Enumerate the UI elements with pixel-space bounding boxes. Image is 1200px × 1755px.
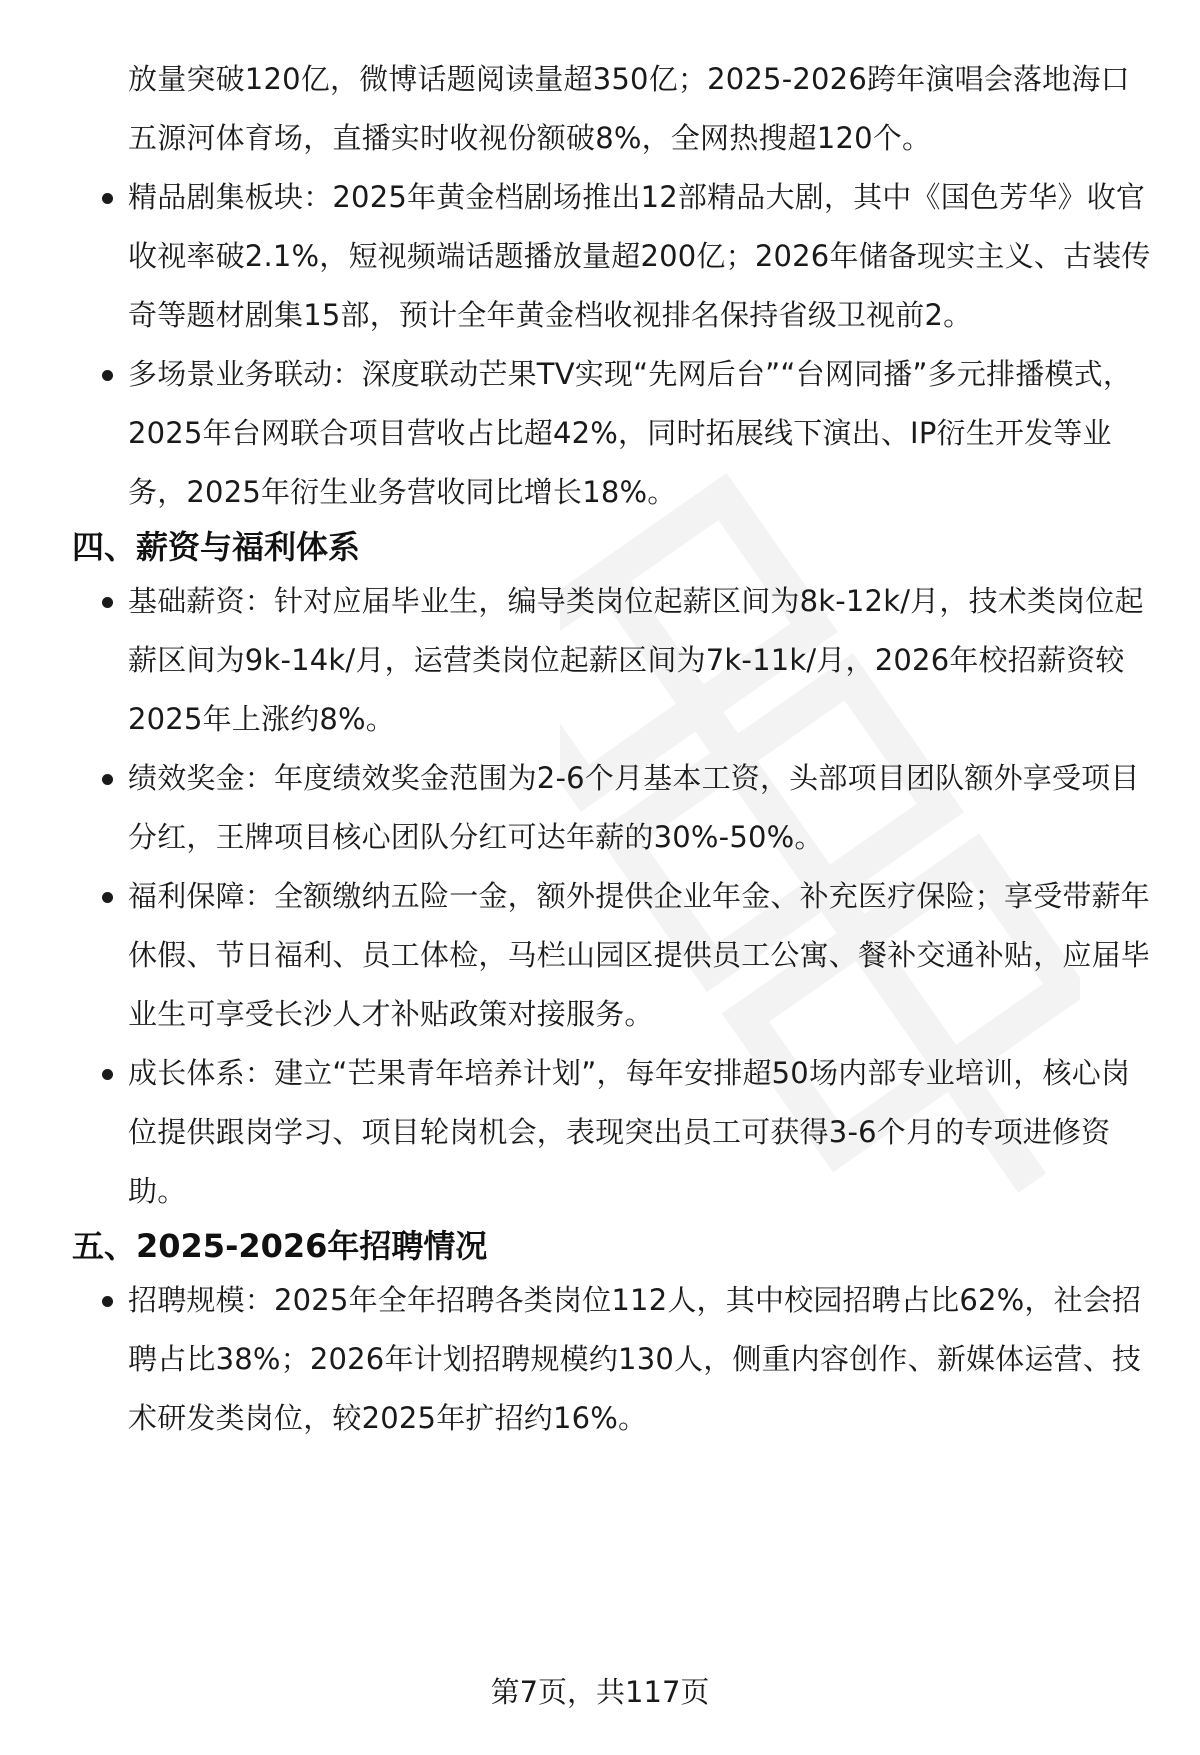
list-item-text: 招聘规模：2025年全年招聘各类岗位112人，其中校园招聘占比62%，社会招聘占比38%；2026年计划招聘规模约130人，侧重内容创作、新媒体运营、技术研发类岗位，较2025年扩招约16%。 <box>128 1283 1142 1435</box>
list-item <box>128 168 1158 345</box>
bullet-icon <box>102 370 113 381</box>
bullet-icon <box>102 1069 113 1080</box>
list-item <box>128 572 1158 749</box>
list-item <box>128 749 1158 867</box>
list-item-text: 成长体系：建立“芒果青年培养计划”，每年安排超50场内部专业培训，核心岗位提供跟岗学习、项目轮岗机会，表现突出员工可获得3-6个月的专项进修资助。 <box>128 1056 1131 1208</box>
list-item-text: 福利保障：全额缴纳五险一金，额外提供企业年金、补充医疗保险；享受带薪年休假、节日福利、员工体检，马栏山园区提供员工公寓、餐补交通补贴，应届毕业生可享受长沙人才补贴政策对接服务。 <box>128 879 1151 1031</box>
section3-list <box>0 168 1200 522</box>
list-item <box>128 1271 1158 1448</box>
bullet-icon <box>102 193 113 204</box>
bullet-icon <box>102 1296 113 1307</box>
bullet-icon <box>102 774 113 785</box>
list-item <box>128 867 1158 1044</box>
bullet-icon <box>102 597 113 608</box>
section-heading: 五、2025-2026年招聘情况 <box>72 1227 488 1265</box>
list-item <box>128 1044 1158 1221</box>
section-heading: 四、薪资与福利体系 <box>72 528 361 566</box>
list-item <box>128 345 1158 522</box>
bullet-icon <box>102 892 113 903</box>
section5-list <box>0 1271 1200 1448</box>
list-item-text: 多场景业务联动：深度联动芒果TV实现“先网后台”“台网同播”多元排播模式，2025年台网联合项目营收占比超42%，同时拓展线下演出、IP衍生开发等业务，2025年衍生业务营收同比增长18%。 <box>128 357 1133 509</box>
paragraph-continuation: 放量突破120亿，微博话题阅读量超350亿；2025-2026跨年演唱会落地海口五源河体育场，直播实时收视份额破8%，全网热搜超120个。 <box>128 62 1130 155</box>
section4-list <box>0 572 1200 1221</box>
page-number: 第7页，共117页 <box>490 1675 710 1709</box>
document-content <box>0 50 1200 1448</box>
list-item-text: 基础薪资：针对应届毕业生，编导类岗位起薪区间为8k-12k/月，技术类岗位起薪区间为9k-14k/月，运营类岗位起薪区间为7k-11k/月，2026年校招薪资较2025年上涨约8%。 <box>128 584 1144 736</box>
list-item-text: 绩效奖金：年度绩效奖金范围为2-6个月基本工资，头部项目团队额外享受项目分红，王牌项目核心团队分红可达年薪的30%-50%。 <box>128 761 1140 854</box>
list-item-text: 精品剧集板块：2025年黄金档剧场推出12部精品大剧，其中《国色芳华》收官收视率破2.1%，短视频端话题播放量超200亿；2026年储备现实主义、古装传奇等题材剧集15部，预计全年黄金档收视排名保持省级卫视前2。 <box>128 180 1151 332</box>
